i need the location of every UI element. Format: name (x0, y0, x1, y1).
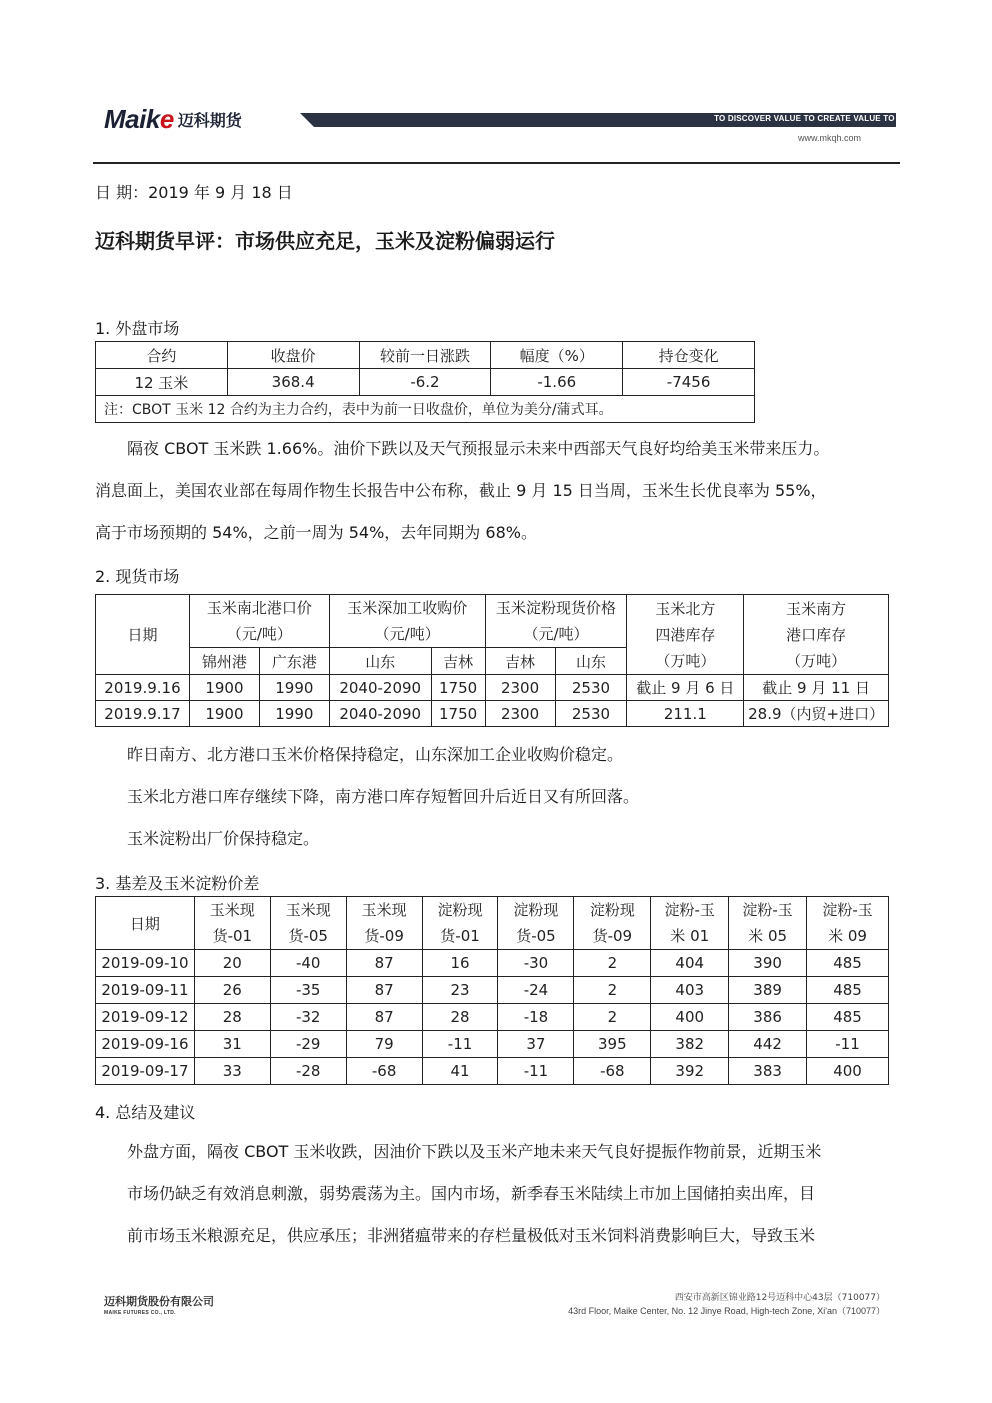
table-cell: 28 (422, 1004, 498, 1031)
table-cell: -11 (422, 1031, 498, 1058)
table-cell: 2019-09-11 (96, 977, 195, 1004)
header-cell: 淀粉-玉 米 01 (651, 897, 729, 950)
table-cell: -68 (346, 1058, 422, 1085)
table-cell: -35 (270, 977, 346, 1004)
table-cell: 87 (346, 977, 422, 1004)
table-cell: 23 (422, 977, 498, 1004)
header-cell: 淀粉现 货-01 (422, 897, 498, 950)
table-cell: 2019-09-12 (96, 1004, 195, 1031)
header-cell: 广东港 (259, 648, 329, 675)
header-cell: 日期 (96, 595, 190, 675)
header-cell: 收盘价 (227, 342, 359, 369)
table-note-row (96, 396, 755, 423)
header-cell: 山东 (329, 648, 431, 675)
paragraph-line: 前市场玉米粮源充足，供应承压；非洲猪瘟带来的存栏量极低对玉米饲料消费影响巨大，导致玉米 (95, 1226, 816, 1245)
table-cell: 1990 (259, 675, 329, 701)
table-cell: 截止 9 月 11 日 (744, 675, 889, 701)
section-4-heading: 4. 总结及建议 (95, 1103, 196, 1122)
header-divider (93, 162, 900, 164)
header-cell: 合约 (96, 342, 228, 369)
paragraph-line: 玉米北方港口库存继续下降，南方港口库存短暂回升后近日又有所回落。 (95, 787, 640, 806)
header-cell: 玉米淀粉现货价格 （元/吨） (485, 595, 627, 648)
table-header-row (96, 897, 889, 950)
table-cell: 2019-09-17 (96, 1058, 195, 1085)
paragraph-line: 高于市场预期的 54%，之前一周为 54%，去年同期为 68%。 (95, 523, 537, 542)
table-cell: 33 (194, 1058, 270, 1085)
company-logo (104, 106, 242, 132)
table-cell: 2530 (555, 675, 627, 701)
header-cell: 幅度（%） (491, 342, 623, 369)
table-cell: 392 (651, 1058, 729, 1085)
table-row (96, 701, 889, 727)
table-cell: 20 (194, 950, 270, 977)
footer-address (568, 1292, 885, 1318)
header-cell: 玉米现 货-09 (346, 897, 422, 950)
table-cell: -29 (270, 1031, 346, 1058)
header-cell: 淀粉-玉 米 05 (729, 897, 807, 950)
footer-company-cn: 迈科期货股份有限公司 (104, 1295, 214, 1308)
table-cell: 28.9（内贸+进口） (744, 701, 889, 727)
table-cell: 2019.9.16 (96, 675, 190, 701)
footer-company-en: MAIKE FUTURES CO., LTD. (104, 1310, 176, 1316)
table-cell: -68 (574, 1058, 651, 1085)
table-cell: 2300 (485, 675, 555, 701)
section-1-paragraph (95, 428, 891, 554)
header-cell: 吉林 (485, 648, 555, 675)
table-cell: 395 (574, 1031, 651, 1058)
header-cell: 玉米南方 港口库存 （万吨） (744, 595, 889, 675)
section-4-paragraph (95, 1131, 891, 1257)
table-cell: 211.1 (627, 701, 744, 727)
table-cell: 390 (729, 950, 807, 977)
table-cell: -6.2 (359, 369, 491, 396)
table-row (96, 977, 889, 1004)
table-cell: 1750 (431, 701, 485, 727)
header-cell: 持仓变化 (623, 342, 755, 369)
paragraph-line: 消息面上，美国农业部在每周作物生长报告中公布称，截止 9 月 15 日当周，玉米生长优良率为 55%， (95, 481, 827, 500)
header-cell: 较前一日涨跌 (359, 342, 491, 369)
table-cell: 2040-2090 (329, 675, 431, 701)
table-cell: 1990 (259, 701, 329, 727)
table-row (96, 675, 889, 701)
table-cell: 87 (346, 1004, 422, 1031)
table-cell: -11 (498, 1058, 574, 1085)
section-1-heading: 1. 外盘市场 (95, 319, 180, 338)
table-cell: 2 (574, 977, 651, 1004)
table-row (96, 1031, 889, 1058)
table-cell: 485 (807, 950, 889, 977)
table-cell: 1750 (431, 675, 485, 701)
header-cell: 淀粉现 货-09 (574, 897, 651, 950)
table-cell: 386 (729, 1004, 807, 1031)
table-cell: -32 (270, 1004, 346, 1031)
footer-address-en: 43rd Floor, Maike Center, No. 12 Jinye Road, High-tech Zone, Xi'an（710077） (568, 1306, 885, 1316)
header-cell: 山东 (555, 648, 627, 675)
table-cell: 2300 (485, 701, 555, 727)
section-3-heading: 3. 基差及玉米淀粉价差 (95, 874, 260, 893)
table-row (96, 1058, 889, 1085)
table-cell: -24 (498, 977, 574, 1004)
table-cell: -18 (498, 1004, 574, 1031)
table-cell: 2 (574, 950, 651, 977)
basis-table-body (96, 950, 889, 1085)
table-cell: -28 (270, 1058, 346, 1085)
slogan: TO DISCOVER VALUE TO CREATE VALUE TO SHARE VALUE (714, 114, 956, 123)
table-cell: 389 (729, 977, 807, 1004)
table-cell: 442 (729, 1031, 807, 1058)
table-cell: -30 (498, 950, 574, 977)
footer-address-cn: 西安市高新区锦业路12号迈科中心43层（710077） (674, 1293, 885, 1303)
table-cell: 28 (194, 1004, 270, 1031)
table-row (96, 1004, 889, 1031)
table-cell: 400 (651, 1004, 729, 1031)
header-cell: 玉米南北港口价 （元/吨） (189, 595, 329, 648)
table-cell: 41 (422, 1058, 498, 1085)
table-cell: 37 (498, 1031, 574, 1058)
table-cell: 2019-09-10 (96, 950, 195, 977)
table-cell: 403 (651, 977, 729, 1004)
header-cell: 淀粉-玉 米 09 (807, 897, 889, 950)
table-cell: 87 (346, 950, 422, 977)
paragraph-line: 隔夜 CBOT 玉米跌 1.66%。油价下跌以及天气预报显示未来中西部天气良好均给美玉米带来压力。 (95, 439, 830, 458)
section-2-heading: 2. 现货市场 (95, 567, 180, 586)
header-cell: 玉米现 货-05 (270, 897, 346, 950)
header-cell: 日期 (96, 897, 195, 950)
table-cell: 368.4 (227, 369, 359, 396)
table-cell: 2019-09-16 (96, 1031, 195, 1058)
logo-text-en: Maike (104, 104, 174, 134)
table-cell: 31 (194, 1031, 270, 1058)
table-cell: -11 (807, 1031, 889, 1058)
table-header-row (96, 342, 755, 369)
table-cell: 截止 9 月 6 日 (627, 675, 744, 701)
table-cell: -7456 (623, 369, 755, 396)
spot-market-table (95, 594, 889, 727)
table-cell: 2 (574, 1004, 651, 1031)
header-cell: 玉米北方 四港库存 （万吨） (627, 595, 744, 675)
table-cell: 2530 (555, 701, 627, 727)
report-date: 日 期：2019 年 9 月 18 日 (95, 183, 293, 202)
report-title: 迈科期货早评：市场供应充足，玉米及淀粉偏弱运行 (95, 229, 555, 253)
table-cell: 404 (651, 950, 729, 977)
table-cell: 2040-2090 (329, 701, 431, 727)
header-cell: 淀粉现 货-05 (498, 897, 574, 950)
table-cell: 485 (807, 977, 889, 1004)
logo-text-cn: 迈科期货 (177, 111, 242, 130)
paragraph-line: 昨日南方、北方港口玉米价格保持稳定，山东深加工企业收购价稳定。 (95, 745, 624, 764)
table-cell: 485 (807, 1004, 889, 1031)
table-cell: 79 (346, 1031, 422, 1058)
website-url: www.mkqh.com (797, 133, 861, 143)
table-cell: -1.66 (491, 369, 623, 396)
basis-spread-table (95, 896, 889, 1085)
header-cell: 吉林 (431, 648, 485, 675)
header-cell: 玉米现 货-01 (194, 897, 270, 950)
table-cell: 1900 (189, 701, 259, 727)
table-cell: 26 (194, 977, 270, 1004)
header-cell: 玉米深加工收购价 （元/吨） (329, 595, 485, 648)
paragraph-line: 外盘方面，隔夜 CBOT 玉米收跌，因油价下跌以及玉米产地未来天气良好提振作物前景，近期玉米 (95, 1142, 822, 1161)
table-cell: 2019.9.17 (96, 701, 190, 727)
table-header-row (96, 595, 889, 622)
table-row (96, 950, 889, 977)
table-cell: 1900 (189, 675, 259, 701)
table-cell: -40 (270, 950, 346, 977)
footer-company (104, 1293, 214, 1316)
table-row (96, 369, 755, 396)
paragraph-line: 玉米淀粉出厂价保持稳定。 (95, 829, 320, 848)
header-cell: 锦州港 (189, 648, 259, 675)
overseas-market-table (95, 341, 755, 423)
table-cell: 16 (422, 950, 498, 977)
paragraph-line: 市场仍缺乏有效消息刺激，弱势震荡为主。国内市场，新季春玉米陆续上市加上国储拍卖出库，目 (95, 1184, 816, 1203)
table-cell: 382 (651, 1031, 729, 1058)
table-cell: 383 (729, 1058, 807, 1085)
table-cell: 12 玉米 (96, 369, 228, 396)
table-cell: 400 (807, 1058, 889, 1085)
section-2-paragraph (95, 734, 891, 860)
table-note: 注：CBOT 玉米 12 合约为主力合约，表中为前一日收盘价，单位为美分/蒲式耳。 (96, 396, 755, 423)
